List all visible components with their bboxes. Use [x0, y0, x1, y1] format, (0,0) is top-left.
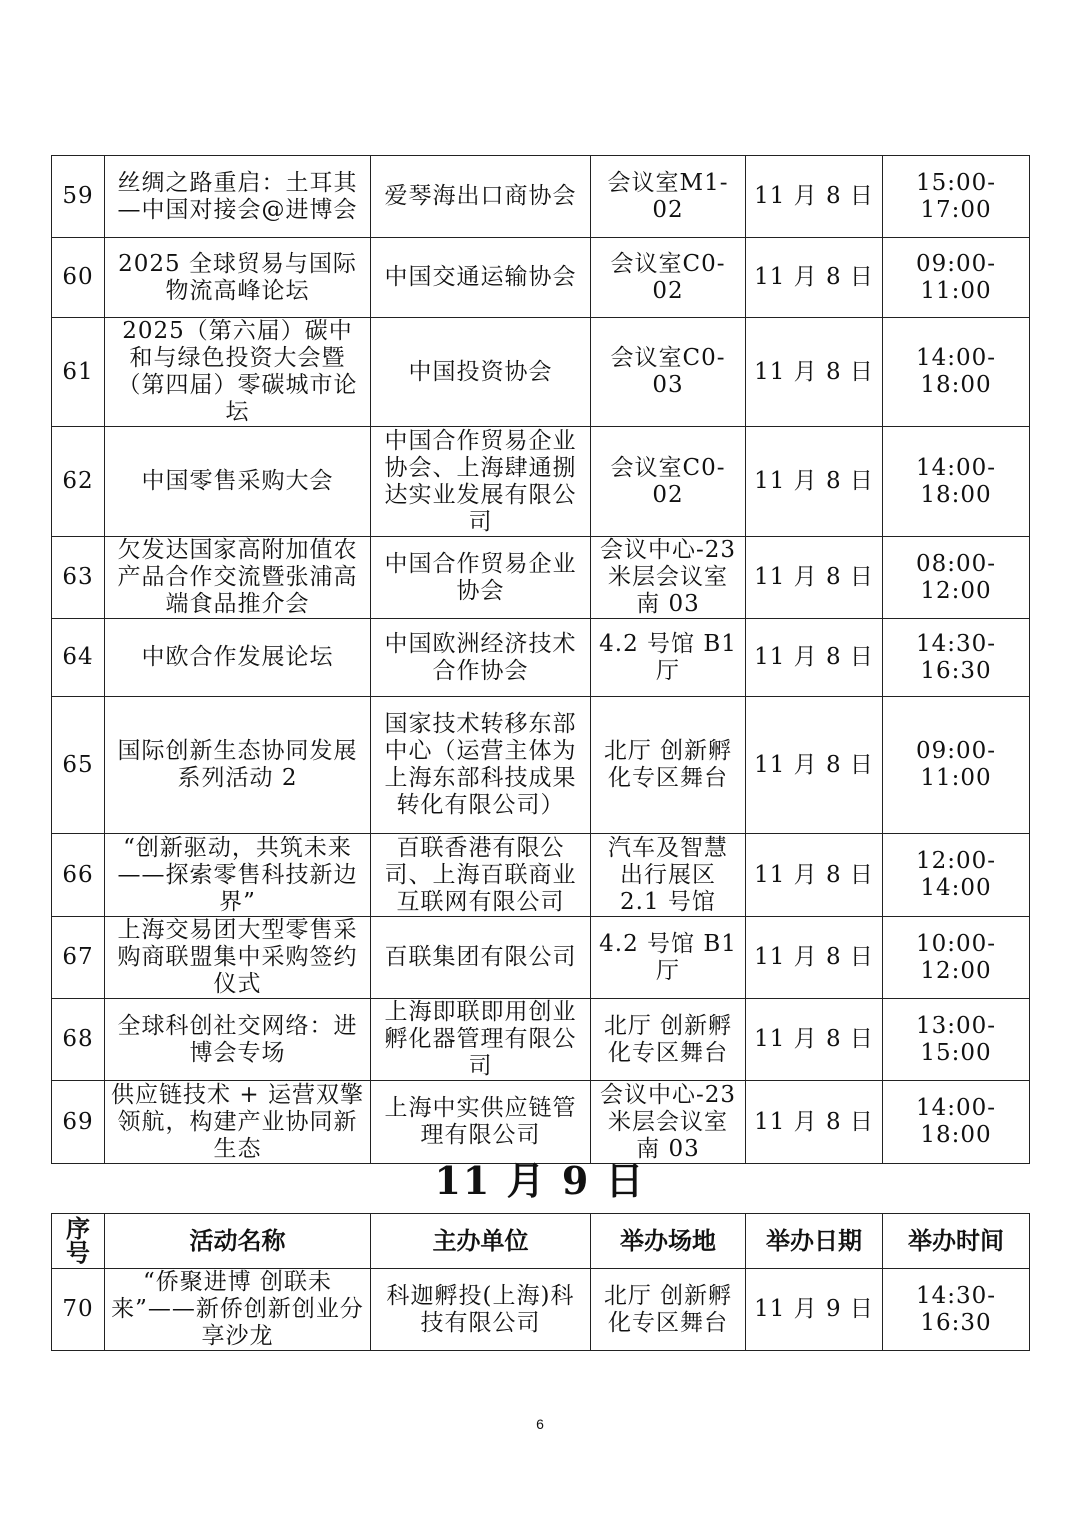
header-venue: 举办场地	[591, 1214, 746, 1269]
table-row	[52, 427, 1030, 537]
page-number: 6	[536, 1416, 544, 1432]
header-no: 序号	[52, 1214, 105, 1269]
cell-venue: 会议中心-23 米层会议室南 03	[591, 1081, 746, 1164]
cell-name: 中国零售采购大会	[105, 427, 371, 537]
table-row	[52, 1269, 1030, 1351]
table-header-row	[52, 1214, 1030, 1269]
events-table-nov-9	[51, 1213, 1030, 1351]
table-row	[52, 917, 1030, 999]
cell-date: 11 月 8 日	[746, 619, 883, 697]
cell-time: 12:00-14:00	[883, 834, 1030, 917]
cell-time: 09:00-11:00	[883, 697, 1030, 834]
table-row	[52, 999, 1030, 1081]
cell-time: 14:30-16:30	[883, 619, 1030, 697]
table-row	[52, 238, 1030, 318]
cell-name: 欠发达国家高附加值农产品合作交流暨张浦高端食品推介会	[105, 537, 371, 619]
cell-host: 中国欧洲经济技术合作协会	[371, 619, 591, 697]
cell-date: 11 月 9 日	[746, 1269, 883, 1351]
cell-name: 供应链技术 + 运营双擎领航，构建产业协同新生态	[105, 1081, 371, 1164]
cell-no: 65	[52, 697, 105, 834]
cell-time: 14:00-18:00	[883, 427, 1030, 537]
cell-venue: 北厅 创新孵化专区舞台	[591, 999, 746, 1081]
cell-name: “侨聚进博 创联未来”——新侨创新创业分享沙龙	[105, 1269, 371, 1351]
cell-venue: 4.2 号馆 B1 厅	[591, 917, 746, 999]
table-row	[52, 318, 1030, 427]
cell-name: 2025（第六届）碳中和与绿色投资大会暨（第四届）零碳城市论坛	[105, 318, 371, 427]
cell-name: 中欧合作发展论坛	[105, 619, 371, 697]
cell-name: 上海交易团大型零售采购商联盟集中采购签约仪式	[105, 917, 371, 999]
header-host: 主办单位	[371, 1214, 591, 1269]
cell-venue: 北厅 创新孵化专区舞台	[591, 1269, 746, 1351]
cell-name: 2025 全球贸易与国际物流高峰论坛	[105, 238, 371, 318]
cell-time: 08:00-12:00	[883, 537, 1030, 619]
cell-date: 11 月 8 日	[746, 318, 883, 427]
cell-venue: 4.2 号馆 B1 厅	[591, 619, 746, 697]
cell-date: 11 月 8 日	[746, 537, 883, 619]
header-date: 举办日期	[746, 1214, 883, 1269]
cell-no: 70	[52, 1269, 105, 1351]
events-table-nov-8	[51, 155, 1030, 1164]
cell-time: 10:00-12:00	[883, 917, 1030, 999]
cell-date: 11 月 8 日	[746, 834, 883, 917]
cell-venue: 会议室C0-03	[591, 318, 746, 427]
cell-venue: 会议中心-23 米层会议室南 03	[591, 537, 746, 619]
cell-time: 14:30-16:30	[883, 1269, 1030, 1351]
table-row	[52, 619, 1030, 697]
cell-no: 67	[52, 917, 105, 999]
cell-venue: 会议室M1-02	[591, 156, 746, 238]
cell-host: 中国合作贸易企业协会、上海肆通捌达实业发展有限公司	[371, 427, 591, 537]
cell-venue: 会议室C0-02	[591, 238, 746, 318]
cell-date: 11 月 8 日	[746, 427, 883, 537]
cell-host: 国家技术转移东部中心（运营主体为上海东部科技成果转化有限公司）	[371, 697, 591, 834]
cell-time: 09:00-11:00	[883, 238, 1030, 318]
cell-time: 14:00-18:00	[883, 318, 1030, 427]
header-time: 举办时间	[883, 1214, 1030, 1269]
table-row	[52, 834, 1030, 917]
cell-host: 爱琴海出口商协会	[371, 156, 591, 238]
cell-no: 60	[52, 238, 105, 318]
cell-host: 中国交通运输协会	[371, 238, 591, 318]
cell-time: 15:00-17:00	[883, 156, 1030, 238]
cell-time: 13:00-15:00	[883, 999, 1030, 1081]
cell-name: “创新驱动，共筑未来——探索零售科技新边界”	[105, 834, 371, 917]
cell-no: 61	[52, 318, 105, 427]
cell-host: 科迦孵投(上海)科技有限公司	[371, 1269, 591, 1351]
day-heading: 11 月 9 日	[434, 1158, 646, 1203]
cell-date: 11 月 8 日	[746, 697, 883, 834]
cell-venue: 会议室C0-02	[591, 427, 746, 537]
cell-no: 68	[52, 999, 105, 1081]
cell-no: 69	[52, 1081, 105, 1164]
cell-date: 11 月 8 日	[746, 999, 883, 1081]
cell-host: 上海即联即用创业孵化器管理有限公司	[371, 999, 591, 1081]
cell-date: 11 月 8 日	[746, 1081, 883, 1164]
table-row	[52, 537, 1030, 619]
cell-time: 14:00-18:00	[883, 1081, 1030, 1164]
cell-host: 中国投资协会	[371, 318, 591, 427]
cell-host: 百联集团有限公司	[371, 917, 591, 999]
cell-no: 62	[52, 427, 105, 537]
table-row	[52, 156, 1030, 238]
cell-date: 11 月 8 日	[746, 917, 883, 999]
cell-date: 11 月 8 日	[746, 238, 883, 318]
cell-name: 国际创新生态协同发展系列活动 2	[105, 697, 371, 834]
cell-name: 丝绸之路重启：土耳其—中国对接会@进博会	[105, 156, 371, 238]
cell-name: 全球科创社交网络：进博会专场	[105, 999, 371, 1081]
cell-no: 59	[52, 156, 105, 238]
cell-no: 64	[52, 619, 105, 697]
header-name: 活动名称	[105, 1214, 371, 1269]
table-row	[52, 697, 1030, 834]
cell-no: 63	[52, 537, 105, 619]
cell-host: 中国合作贸易企业协会	[371, 537, 591, 619]
cell-host: 百联香港有限公司、上海百联商业互联网有限公司	[371, 834, 591, 917]
cell-venue: 汽车及智慧出行展区 2.1 号馆	[591, 834, 746, 917]
cell-date: 11 月 8 日	[746, 156, 883, 238]
cell-no: 66	[52, 834, 105, 917]
cell-venue: 北厅 创新孵化专区舞台	[591, 697, 746, 834]
cell-host: 上海中实供应链管理有限公司	[371, 1081, 591, 1164]
